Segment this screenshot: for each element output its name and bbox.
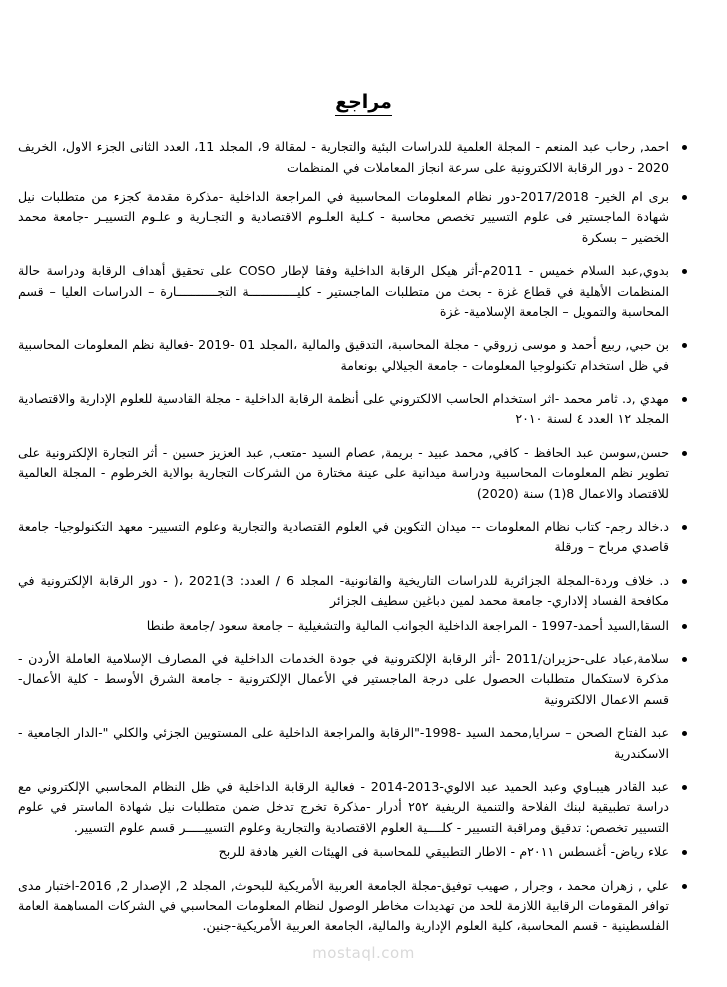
page-title: مراجع bbox=[335, 91, 392, 117]
reference-text: احمد, رحاب عبد المنعم - المجلة العلمية للدراسات البئية والتجارية - لمقالة 9، المجلد 11، العدد الثانى الجزء الاول، الخريف 2020 - دور الرقابة الالكترونية على سرعة انجاز المعاملات في المنظمات bbox=[18, 139, 669, 175]
reference-item-14 bbox=[18, 876, 691, 937]
reference-text: مهدي ,د. ثامر محمد -اثر استخدام الحاسب الالكتروني على أنظمة الرقابة الداخلية - مجلة القادسية للعلوم الإدارية والاقتصادية المجلد ١٢ العدد ٤ لسنة ٢٠١٠ bbox=[18, 391, 669, 427]
reference-text: د. خلاف وردة-المجلة الجزائرية للدراسات التاريخية والقانونية- المجلد 6 / العدد: 3)2021 ،( - دور الرقابة الإلكترونية في مكافحة الفساد إلاداري- جامعة محمد لمين دباغين سطيف الجزائر bbox=[18, 572, 670, 609]
reference-text: د.خالد رجم- كتاب نظام المعلومات -- ميدان التكوين في العلوم القتصادية والتجارية وعلوم التسيير- معهد التكنولوجيا- جامعة قاصدي مرباح – ورقلة bbox=[18, 519, 669, 555]
reference-item-7 bbox=[18, 517, 691, 558]
reference-text: علي , زهران محمد ، وجرار , صهيب توفيق-مجلة الجامعة العربية الأمريكية للبحوث, المجلد 2, الإصدار 2, 2016-اختبار مدى توافر المقومات الرقابية اللازمة للحد من تهديدات مخاطر الوصول لنظام المعلومات المحاسبي في الشركات المساهمة العامة الفلسطينية - قسم المحاسبة، كلية العلوم الإدارية والمالية، الجامعة العربية الأمريكية-جنين. bbox=[18, 877, 669, 934]
reference-item-13 bbox=[18, 842, 691, 862]
reference-item-12 bbox=[18, 777, 691, 838]
reference-text: عبد القادر هيبـاوي وعبد الحميد عبد الالوي-2013-2014 - فعالية الرقابة الداخلية في ظل النظام المحاسبي الإلكتروني مع دراسة تطبيقية لبنك الفلاحة والتنمية الريفية ٢٥٢ أدرار -مذكرة تخرج تدخل ضمن متطلبات نيل شهادة الماستر في علوم التسيير تخصص: تدقيق ومراقبة التسيير - كلــــية العلوم الاقتصادية والتجارية وعلوم التسييـــــر قسم علوم التسيير. bbox=[18, 778, 669, 835]
reference-item-2 bbox=[18, 187, 691, 248]
reference-item-6 bbox=[18, 443, 691, 504]
reference-text: سلامة,عباد على-حزيران/2011 -أثر الرقابة الإلكترونية في جودة الخدمات الداخلية في المصارف الإسلامية العاملة الأردن - مذكرة لاستكمال متطلبات الحصول على درجة الماجستير في الأعمال الإلكترونية - جامعة الشرق الأوسط - كلية الأعمال- قسم الاعمال الالكترونية bbox=[18, 651, 669, 707]
references-list bbox=[0, 137, 727, 937]
reference-text: عبد الفتاح الصحن – سرايا,محمد السيد -1998-"الرقابة والمراجعة الداخلية على المستويين الجزئي والكلي "-الدار الجامعية - الاسكندرية bbox=[18, 725, 669, 761]
reference-text: علاء رياض- أغسطس ٢٠١١م - الاطار التطبيقي للمحاسبة فى الهيئات الغير هادفة للربح bbox=[218, 844, 669, 860]
reference-text: بدوي,عبد السلام خميس - 2011م-أثر هيكل الرقابة الداخلية وفقا لإطار COSO على تحقيق أهداف الرقابة ودراسة حالة المنظمات الأهلية في قطاع غزة - بحث من متطلبات الماجستير - كليـــــــــــــة التجـــــــــــارة – الدراسات العليا – قسم المحاسبة والتمويل – الجامعة الإسلامية- غزة bbox=[18, 263, 669, 319]
reference-item-3 bbox=[18, 261, 691, 322]
reference-text: السقا,السيد أحمد-1997 - المراجعة الداخلية الجوانب المالية والتشغيلية – جامعة سعود /جامعة طنطا bbox=[146, 617, 669, 633]
reference-item-11 bbox=[18, 723, 691, 764]
reference-item-4 bbox=[18, 335, 691, 376]
watermark: mostaql.com bbox=[312, 944, 415, 962]
reference-text: حسن,سوسن عبد الحافظ - كافي, محمد عبيد - بريمة, عصام السيد -متعب, عبد العزيز حسين - أثر التجارة الإلكترونية على تطوير نظم المعلومات المحاسبية ودراسة ميدانية على عينة مختارة من الشركات التجارية بوالاية الخرطوم - المجلة العالمية للاقتصاد والاعمال 8(1) سنة (2020) bbox=[18, 444, 669, 501]
reference-item-10 bbox=[18, 649, 691, 710]
reference-item-9 bbox=[18, 616, 691, 636]
reference-text: بن حبي, ربيع أحمد و موسى زروقي - مجلة المحاسبة، التدقيق والمالية ،المجلد 01 -2019 -فعالية نظم المعلومات المحاسبية في ظل استخدام تكنولوجيا المعلومات - جامعة الجيلالي بونعامة bbox=[18, 337, 669, 373]
reference-item-1 bbox=[18, 137, 691, 178]
reference-item-8 bbox=[18, 571, 691, 612]
reference-item-5 bbox=[18, 389, 691, 430]
reference-text: برى ام الخير- 2017/2018-دور نظام المعلومات المحاسبية في المراجعة الداخلية -مذكرة مقدمة كجزء من متطلبات نيل شهادة الماجستير فى علوم التسيير تخصص محاسبة - كـلية العلـوم الاقتصادية و التجـارية و علـوم التسييـر -جامعة محمد الخضير – بسكرة bbox=[18, 188, 669, 245]
page-title-container bbox=[0, 0, 727, 137]
